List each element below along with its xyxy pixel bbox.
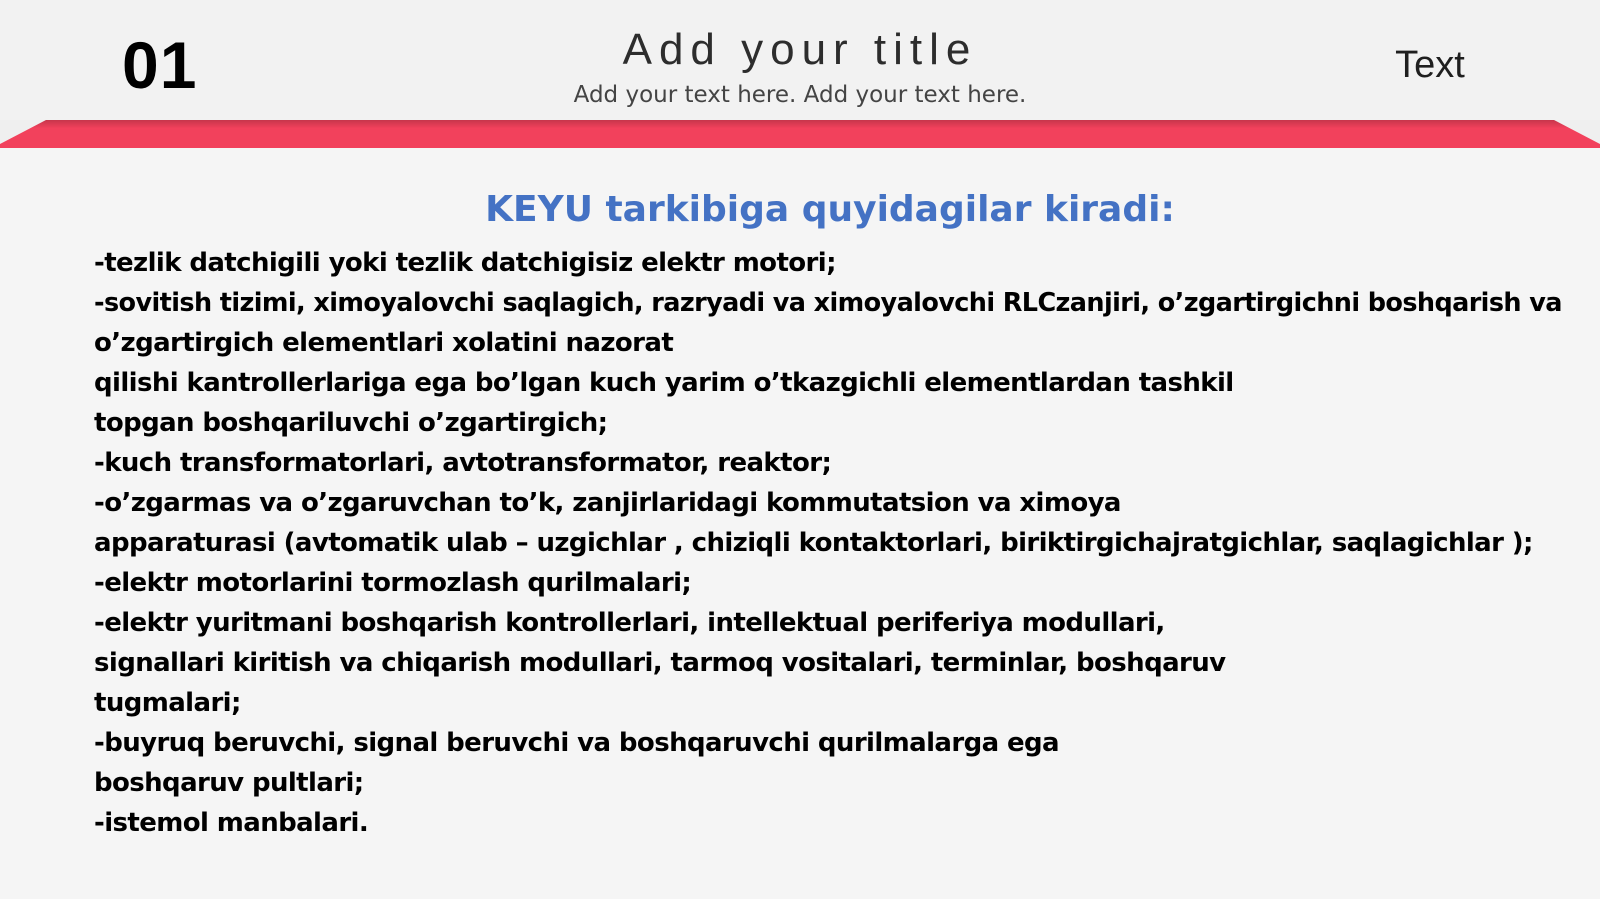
body-line: -sovitish tizimi, ximoyalovchi saqlagich, razryadi va ximoyalovchi RLCzanjiri, o’zgartirgichni boshqarish va: [94, 288, 1562, 318]
header-right-label[interactable]: Text: [1395, 44, 1465, 86]
accent-bar-shadow: [0, 120, 1600, 148]
body-line: apparaturasi (avtomatik ulab – uzgichlar , chiziqli kontaktorlari, biriktirgichajratgichlar, saqlagichlar );: [94, 528, 1533, 558]
body-line: tugmalari;: [94, 688, 241, 718]
body-line: -buyruq beruvchi, signal beruvchi va boshqaruvchi qurilmalarga ega: [94, 728, 1059, 758]
body-line: boshqaruv pultlari;: [94, 768, 364, 798]
content-heading[interactable]: KEYU tarkibiga quyidagilar kiradi:: [485, 189, 1175, 230]
slide-header: [0, 0, 1600, 120]
body-line: -istemol manbalari.: [94, 808, 369, 838]
body-line: -tezlik datchigili yoki tezlik datchigisiz elektr motori;: [94, 248, 836, 278]
body-line: topgan boshqariluvchi o’zgartirgich;: [94, 408, 608, 438]
content-body[interactable]: [94, 243, 1564, 843]
slide-number: 01: [122, 28, 198, 102]
body-line: -elektr motorlarini tormozlash qurilmalari;: [94, 568, 692, 598]
body-line: signallari kiritish va chiqarish modullari, tarmoq vositalari, terminlar, boshqaruv: [94, 648, 1226, 678]
slide-subtitle[interactable]: Add your text here. Add your text here.: [573, 82, 1027, 108]
body-line: o’zgartirgich elementlari xolatini nazorat: [94, 328, 674, 358]
slide-title[interactable]: Add your title: [622, 25, 978, 74]
body-line: -elektr yuritmani boshqarish kontrollerlari, intellektual periferiya modullari,: [94, 608, 1165, 638]
accent-bar: [0, 112, 1600, 148]
body-line: qilishi kantrollerlariga ega bo’lgan kuch yarim o’tkazgichli elementlardan tashkil: [94, 368, 1234, 398]
body-line: -o’zgarmas va o’zgaruvchan to’k, zanjirlaridagi kommutatsion va ximoya: [94, 488, 1121, 518]
body-line: -kuch transformatorlari, avtotransformator, reaktor;: [94, 448, 832, 478]
